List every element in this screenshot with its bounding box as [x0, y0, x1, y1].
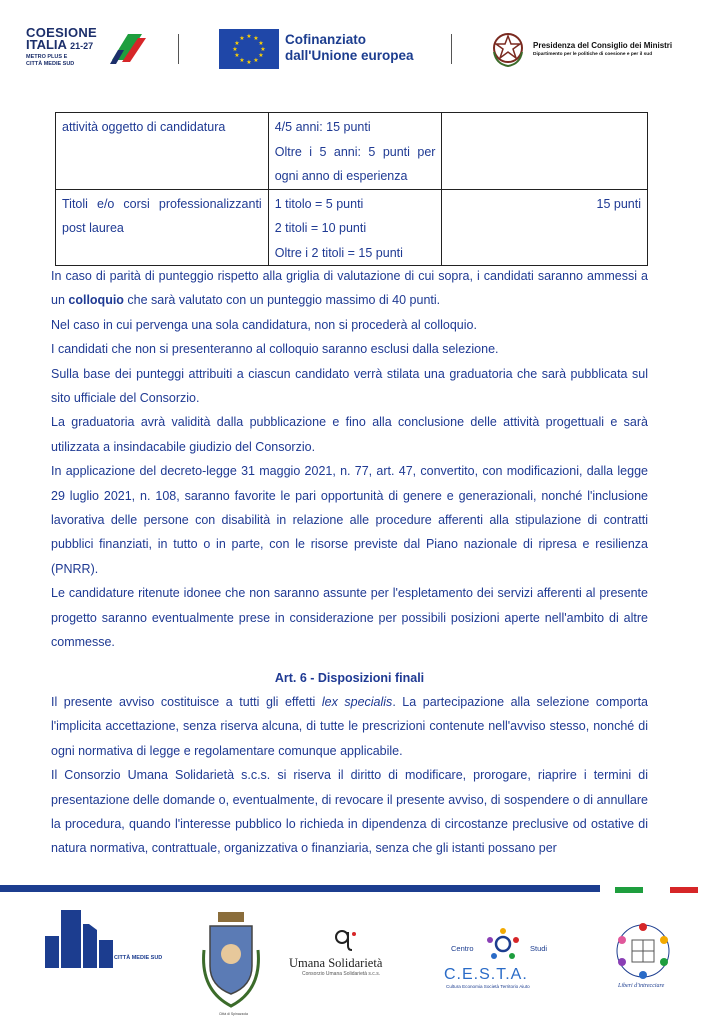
paragraph: Nel caso in cui pervenga una sola candidatura, non si procederà al colloquio.	[51, 317, 477, 332]
paragraph: Il Consorzio Umana Solidarietà s.c.s. si riserva il diritto di modificare, prorogare, riaprire i termini di presentazione delle domande o, eventualmente, di revocare il presente avviso, di sospendere o di annullare la procedura, quando l'interesse pubblico lo richieda in dipendenza di circostanze preclusive od ostative di natura normativa, contrattuale, organizzativa o finanziaria, senza che gli istanti possano per	[51, 768, 648, 856]
score-table	[55, 112, 648, 266]
paragraph: I candidati che non si presenteranno al colloquio saranno esclusi dalla selezione.	[51, 342, 499, 357]
table-cell-criterion	[56, 113, 269, 190]
eu-cofunding-text	[285, 32, 413, 64]
coesione-italia	[26, 38, 93, 53]
coesione-subtitle	[26, 54, 96, 67]
svg-text:★: ★	[234, 52, 240, 59]
eu-line2: dall'Unione europea	[285, 48, 414, 63]
cesta-logo-icon	[483, 928, 523, 962]
cesta-name: C.E.S.T.A.	[444, 966, 528, 983]
svg-text:★: ★	[258, 52, 264, 59]
spinazzola-coat-of-arms-icon	[200, 910, 262, 1010]
criterion-line: Titoli e/o corsi professionalizzanti	[62, 196, 262, 211]
svg-text:★: ★	[253, 57, 259, 64]
metro-buildings-logo-icon	[45, 910, 113, 968]
svg-text:★: ★	[239, 57, 245, 64]
footer-flag-green	[615, 887, 643, 893]
table-cell-max	[442, 113, 648, 190]
table-row	[56, 113, 648, 190]
coesione-italia-text: ITALIA	[26, 37, 67, 52]
coesione-sub1: METRO PLUS E	[26, 54, 68, 60]
scoring-line: ogni anno di esperienza	[274, 169, 408, 183]
paragraph-text: In caso di parità di punteggio rispetto alla griglia di valutazione di cui sopra, i candidati saranno ammessi a un	[51, 269, 648, 308]
cesta-label-left: Centro	[451, 944, 474, 953]
scoring-line: Oltre i 5 anni: 5 punti per	[274, 144, 436, 159]
footer-bar	[0, 885, 600, 892]
paragraph	[51, 690, 648, 763]
paragraph-text: Il presente avviso costituisce a tutti gli effetti	[51, 694, 322, 709]
paragraph-bold: colloquio	[68, 293, 124, 308]
svg-text:★: ★	[239, 35, 245, 42]
svg-text:★: ★	[246, 33, 252, 40]
section-heading: Art. 6 - Disposizioni finali	[274, 670, 425, 685]
svg-text:★: ★	[234, 40, 240, 47]
metro-label: CITTÀ MEDIE SUD	[114, 955, 163, 961]
paragraph-text: . La partecipazione alla selezione comporta l'implicita accettazione, senza riserva alcuna, di tutte le prescrizioni contenute nell'avviso stesso, nonché di ogni normativa di legge e regolamentare comunque applicabile.	[51, 694, 649, 758]
scoring-line: 2 titoli = 10 punti	[274, 221, 367, 235]
page-header	[0, 0, 723, 90]
paragraph	[51, 264, 648, 313]
criterion-text: attività oggetto di candidatura	[62, 120, 226, 134]
coesione-italia-logo	[26, 26, 146, 72]
cesta-subtitle: Cultura Economia Società Territorio Aiuto	[446, 984, 530, 989]
paragraph: In applicazione del decreto-legge 31 maggio 2021, n. 77, art. 47, convertito, con modificazioni, dalla legge 29 luglio 2021, n. 108, saranno favorite le pari opportunità di genere e generazionali, nonché l'inclusione lavorativa delle persone con disabilità in relazione alle procedure afferenti alla stipulazione di contratti pubblici finanziati, in tutto o in parte, con le risorse previste dal Piano nazionale di ripresa e resilienza (PNRR).	[51, 464, 648, 576]
svg-text:★: ★	[253, 35, 259, 42]
paragraph: La graduatoria avrà validità dalla pubblicazione e fino alla conclusione delle attività progettuali e sarà utilizzata a insindacabile giudizio del Consorzio.	[51, 415, 648, 454]
presidency-department: Dipartimento per le politiche di coesione e per il sud	[533, 52, 653, 57]
svg-text:★: ★	[258, 40, 264, 47]
coesione-sub2: CITTÀ MEDIE SUD	[26, 60, 75, 67]
eu-flag-icon	[219, 29, 279, 69]
table-cell-scoring	[268, 113, 442, 190]
eu-line1: Cofinanziato	[285, 32, 366, 47]
paragraph-italic: lex specialis	[321, 694, 393, 709]
paragraph-text: che sarà valutato con un punteggio massimo di 40 punti.	[123, 293, 441, 308]
table-cell-max	[442, 189, 648, 266]
italian-republic-emblem-icon	[490, 30, 526, 68]
document-body	[51, 264, 648, 861]
scoring-line: 4/5 anni: 15 punti	[274, 120, 371, 134]
criterion-line: post laurea	[62, 221, 124, 235]
scoring-line: Oltre i 2 titoli = 15 punti	[274, 245, 403, 260]
coesione-years: 21-27	[70, 41, 94, 51]
header-divider	[178, 34, 179, 64]
paragraph: Sulla base dei punteggi attribuiti a ciascun candidato verrà stilata una graduatoria che sarà pubblicata sul sito ufficiale del Consorzio.	[51, 366, 648, 406]
stemma-caption: Città di Spinazzola	[219, 1012, 248, 1016]
max-points: 15 punti	[596, 196, 641, 211]
presidency-title: Presidenza del Consiglio dei Ministri	[533, 41, 673, 50]
liberi-dintrecciare-name: Liberi d'intrecciare	[618, 983, 665, 989]
liberi-dintrecciare-logo-icon	[612, 920, 674, 982]
scoring-line: 1 titolo = 5 punti	[274, 196, 364, 211]
table-cell-scoring	[268, 189, 442, 266]
svg-text:★: ★	[232, 46, 238, 53]
umana-solidarieta-logo-icon	[334, 928, 358, 954]
table-cell-criterion	[56, 189, 269, 266]
table-row	[56, 189, 648, 266]
header-divider	[451, 34, 452, 64]
paragraph: Le candidature ritenute idonee che non saranno assunte per l'espletamento dei servizi afferenti al presente progetto saranno eventualmente prese in considerazione per possibili posizioni aperte nell'ambito di altre commesse.	[51, 586, 648, 650]
footer-flag-red	[670, 887, 698, 893]
umana-solidarieta-name: Umana Solidarietà	[289, 956, 383, 970]
coesione-title: COESIONE	[26, 25, 98, 40]
cesta-label-right: Studi	[530, 944, 548, 953]
svg-text:★: ★	[246, 59, 252, 66]
svg-text:★: ★	[260, 46, 266, 53]
umana-solidarieta-subtitle: Consorzio Umana Solidarietà s.c.s.	[302, 971, 381, 977]
coesione-flag-icon	[108, 30, 146, 66]
